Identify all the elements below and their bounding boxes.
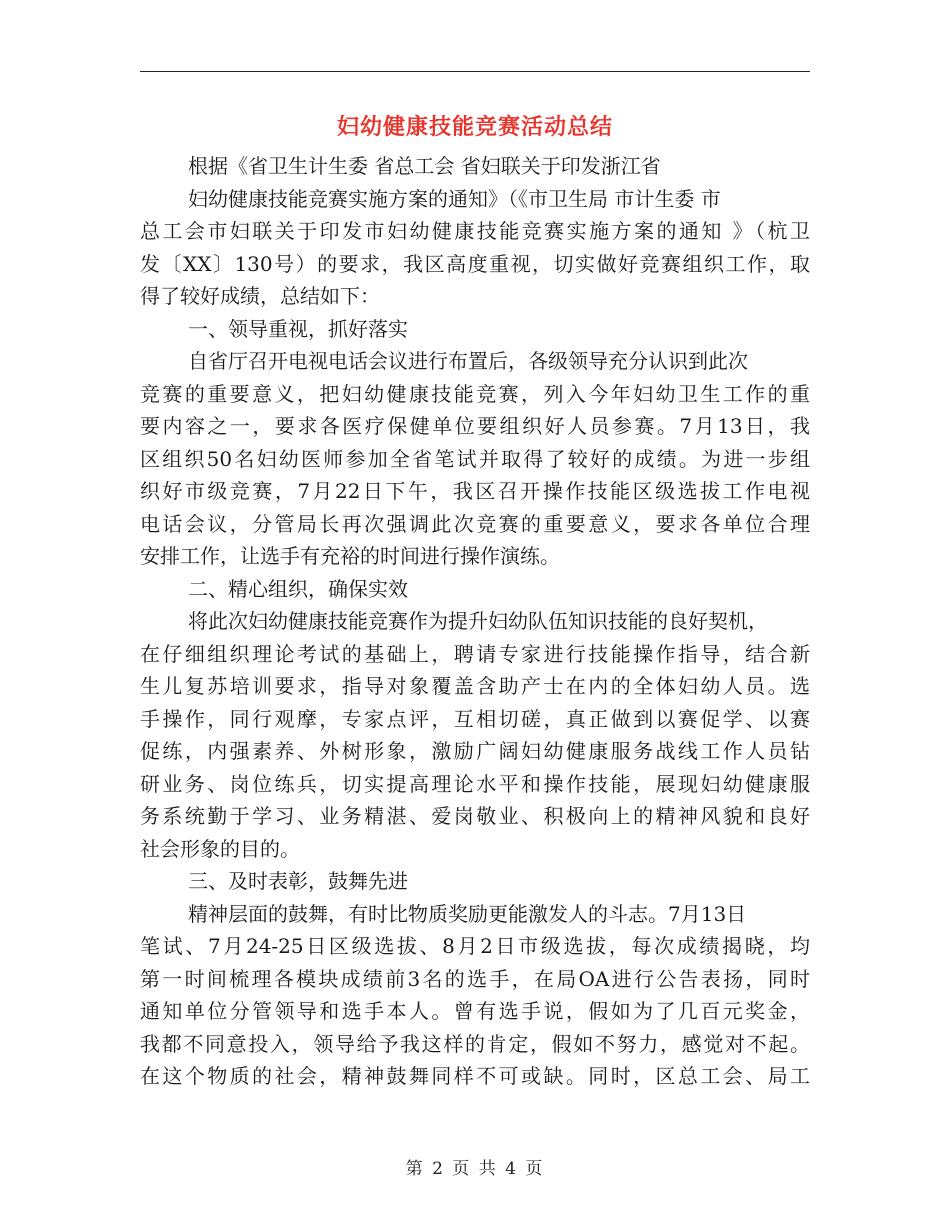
body-line: 自省厅召开电视电话会议进行布置后，各级领导充分认识到此次 (188, 349, 748, 373)
body-line: 务系统勤于学习、业务精湛、爱岗敬业、积极向上的精神风貌和良好 (140, 804, 810, 828)
body-line: 生儿复苏培训要求，指导对象覆盖含助产士在内的全体妇幼人员。选 (140, 674, 810, 698)
body-line: 织好市级竞赛，7月22日下午，我区召开操作技能区级选拔工作电视 (140, 479, 810, 503)
body-line: 第一时间梳理各模块成绩前3名的选手，在局OA进行公告表扬，同时 (140, 966, 810, 991)
body-line: 社会形象的目的。 (140, 836, 300, 861)
page-number: 第 2 页 共 4 页 (405, 1159, 545, 1179)
body-line: 将此次妇幼健康技能竞赛作为提升妇幼队伍知识技能的良好契机， (188, 609, 768, 633)
document-body (140, 150, 810, 1093)
document-title: 妇幼健康技能竞赛活动总结 (336, 114, 613, 140)
body-line: 笔试、7月24-25日区级选拔、8月2日市级选拔，每次成绩揭晓，均 (140, 934, 810, 958)
body-line: 促练，内强素养、外树形象，激励广阔妇幼健康服务战线工作人员钻 (140, 739, 810, 763)
body-line: 电话会议，分管局长再次强调此次竞赛的重要意义，要求各单位合理 (140, 511, 810, 536)
body-line: 发〔XX〕130号）的要求，我区高度重视，切实做好竞赛组织工作，取 (140, 251, 810, 276)
body-line: 通知单位分管领导和选手本人。曾有选手说，假如为了几百元奖金， (140, 999, 810, 1023)
section-heading: 一、领导重视，抓好落实 (188, 316, 408, 341)
body-line: 在仔细组织理论考试的基础上，聘请专家进行技能操作指导，结合新 (140, 641, 810, 666)
section-heading: 三、及时表彰，鼓舞先进 (188, 869, 408, 893)
body-line: 竞赛的重要意义，把妇幼健康技能竞赛，列入今年妇幼卫生工作的重 (140, 381, 810, 406)
body-line: 安排工作，让选手有充裕的时间进行操作演练。 (140, 544, 560, 568)
body-line: 根据《省卫生计生委 省总工会 省妇联关于印发浙江省 (188, 154, 661, 178)
body-line: 我都不同意投入，领导给予我这样的肯定，假如不努力，感觉对不起。 (140, 1031, 810, 1056)
body-line: 精神层面的鼓舞，有时比物质奖励更能激发人的斗志。7月13日 (188, 901, 747, 926)
body-line: 得了较好成绩，总结如下： (140, 284, 380, 308)
body-line: 区组织50名妇幼医师参加全省笔试并取得了较好的成绩。为进一步组 (140, 446, 810, 471)
body-line: 手操作，同行观摩，专家点评，互相切磋，真正做到以赛促学、以赛 (140, 706, 810, 731)
body-line: 妇幼健康技能竞赛实施方案的通知》（《市卫生局 市计生委 市 (188, 186, 721, 211)
body-line: 要内容之一，要求各医疗保健单位要组织好人员参赛。7月13日，我 (140, 414, 810, 438)
body-line: 总工会市妇联关于印发市妇幼健康技能竞赛实施方案的通知 》（杭卫 (140, 219, 810, 243)
body-line: 在这个物质的社会，精神鼓舞同样不可或缺。同时，区总工会、局工 (140, 1064, 810, 1088)
header-rule (140, 71, 810, 72)
section-heading: 二、精心组织，确保实效 (188, 576, 408, 601)
body-line: 研业务、岗位练兵，切实提高理论水平和操作技能，展现妇幼健康服 (140, 771, 810, 796)
